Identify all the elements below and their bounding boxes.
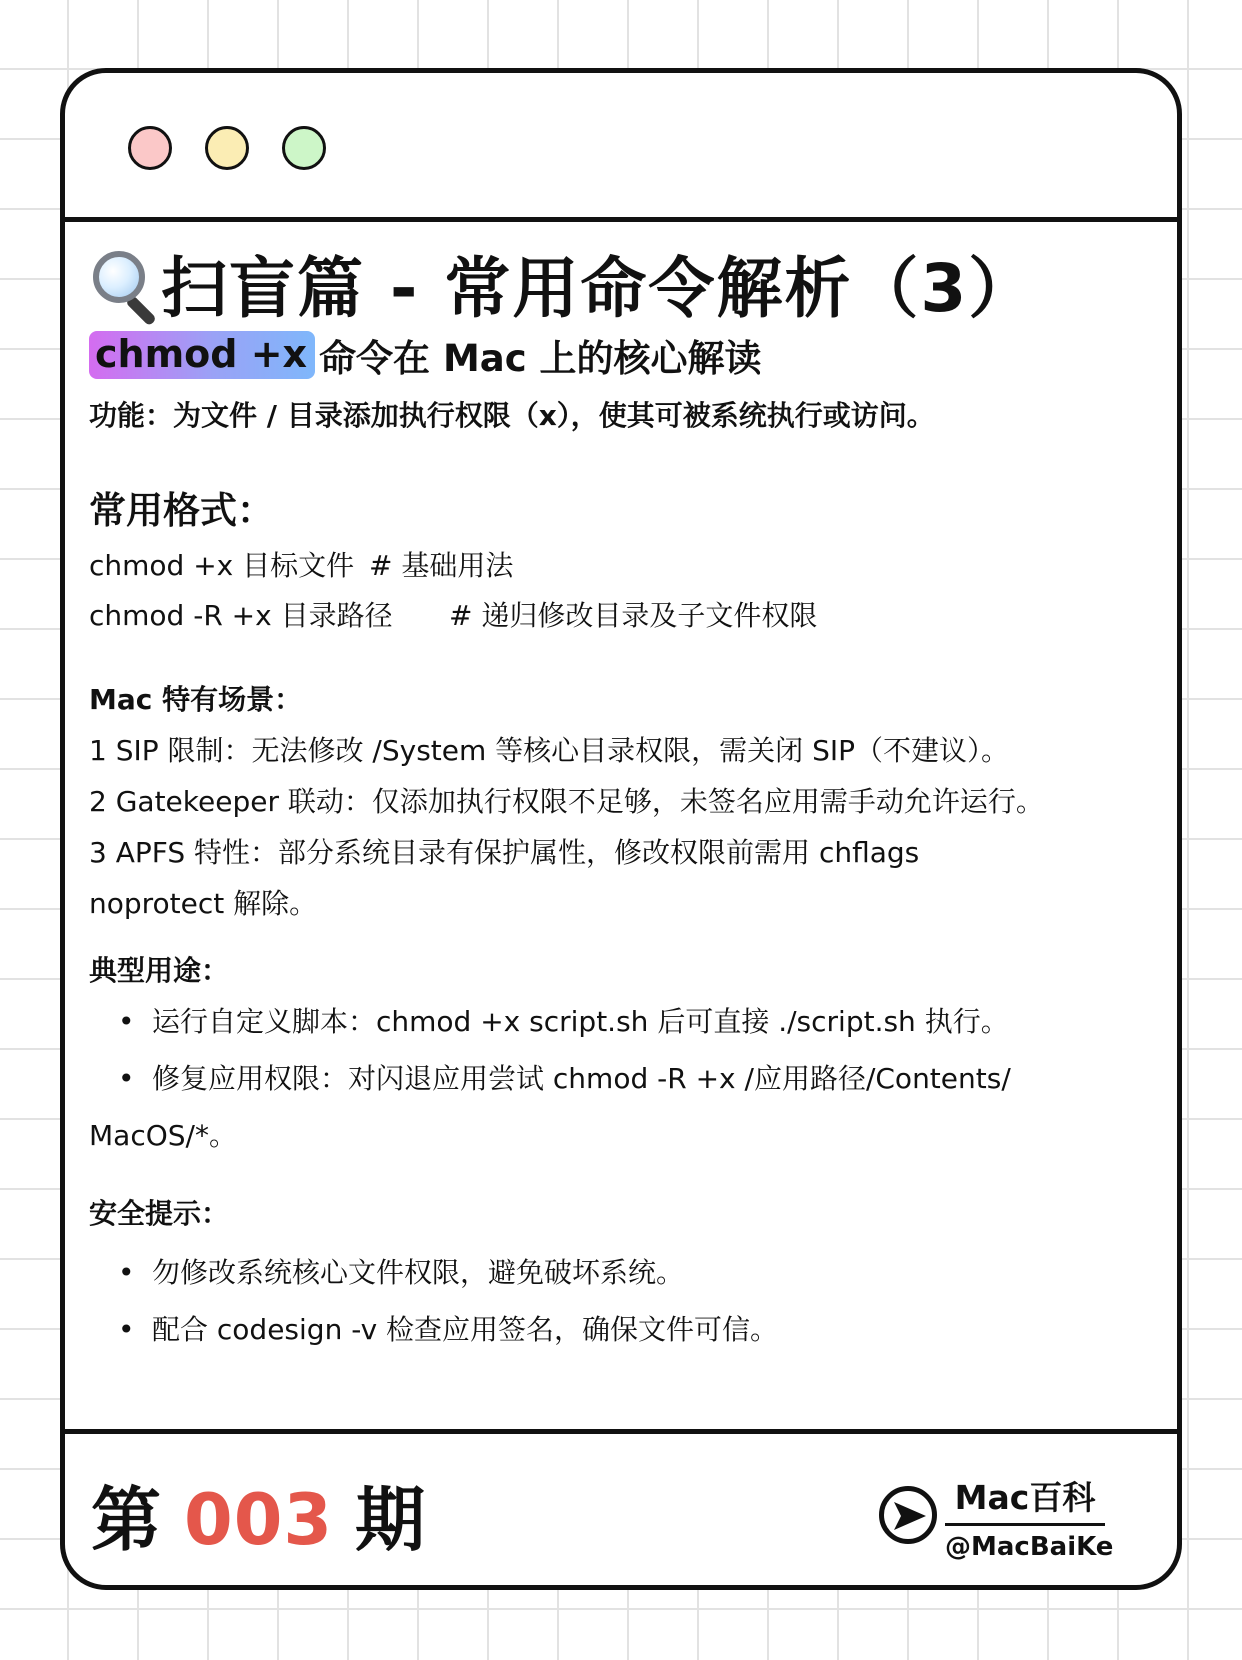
bullet-icon: • — [118, 1256, 135, 1289]
subtitle-text: 命令在 Mac 上的核心解读 — [319, 337, 762, 380]
zoom-window-button[interactable] — [282, 126, 326, 170]
format-comment: # 基础用法 — [369, 549, 514, 582]
scene-item-continuation: noprotect 解除。 — [89, 887, 318, 920]
safety-item-text: 勿修改系统核心文件权限，避免破坏系统。 — [152, 1256, 685, 1289]
command-highlight: chmod +x — [89, 331, 315, 379]
function-description: 功能：为文件 / 目录添加执行权限（x），使其可被系统执行或访问。 — [89, 399, 935, 432]
issue-number-value: 003 — [184, 1479, 334, 1561]
bullet-icon: • — [118, 1062, 135, 1095]
format-code: chmod -R +x 目录路径 — [89, 599, 393, 632]
scene-item: 2 Gatekeeper 联动：仅添加执行权限不足够，未签名应用需手动允许运行。 — [89, 785, 1044, 818]
formats-heading: 常用格式： — [89, 489, 274, 532]
uses-item-text: 运行自定义脚本：chmod +x script.sh 后可直接 ./script.sh 执行。 — [152, 1005, 1009, 1038]
close-window-button[interactable] — [128, 126, 172, 170]
poster-card — [60, 68, 1182, 1590]
brand-handle: @MacBaiKe — [945, 1532, 1114, 1562]
safety-item-text: 配合 codesign -v 检查应用签名，确保文件可信。 — [152, 1313, 779, 1346]
safety-heading: 安全提示： — [89, 1197, 230, 1230]
mac-scenes-heading: Mac 特有场景： — [89, 683, 303, 716]
bullet-icon: • — [118, 1313, 135, 1346]
uses-list-item — [118, 1057, 1011, 1097]
uses-item-continuation: MacOS/*。 — [89, 1119, 237, 1152]
content-area — [65, 222, 1177, 1434]
scene-item: 1 SIP 限制：无法修改 /System 等核心目录权限，需关闭 SIP（不建议）。 — [89, 734, 1009, 767]
issue-prefix: 第 — [91, 1479, 162, 1561]
subtitle — [89, 330, 762, 380]
magnifying-glass-icon — [89, 247, 159, 317]
format-line — [89, 544, 514, 584]
window-titlebar — [65, 73, 1177, 222]
safety-list-item — [118, 1308, 778, 1348]
play-arrow-circle-icon — [879, 1486, 937, 1544]
uses-list-item — [118, 1000, 1009, 1040]
safety-list-item — [118, 1251, 684, 1291]
brand-block — [945, 1472, 1114, 1562]
format-code: chmod +x 目标文件 — [89, 549, 355, 582]
minimize-window-button[interactable] — [205, 126, 249, 170]
brand-name: Mac百科 — [945, 1472, 1105, 1526]
issue-suffix: 期 — [355, 1479, 427, 1561]
bullet-icon: • — [118, 1005, 135, 1038]
format-comment: # 递归修改目录及子文件权限 — [449, 599, 818, 632]
scene-item: 3 APFS 特性：部分系统目录有保护属性，修改权限前需用 chflags — [89, 836, 920, 869]
page-title-text: 扫盲篇 - 常用命令解析（3） — [161, 249, 1037, 327]
uses-heading: 典型用途： — [89, 954, 230, 987]
page-title — [89, 242, 1037, 327]
footer — [65, 1429, 1177, 1585]
uses-item-text: 修复应用权限：对闪退应用尝试 chmod -R +x /应用路径/Contents/ — [152, 1062, 1011, 1095]
format-line — [89, 594, 818, 634]
issue-number — [91, 1464, 426, 1565]
